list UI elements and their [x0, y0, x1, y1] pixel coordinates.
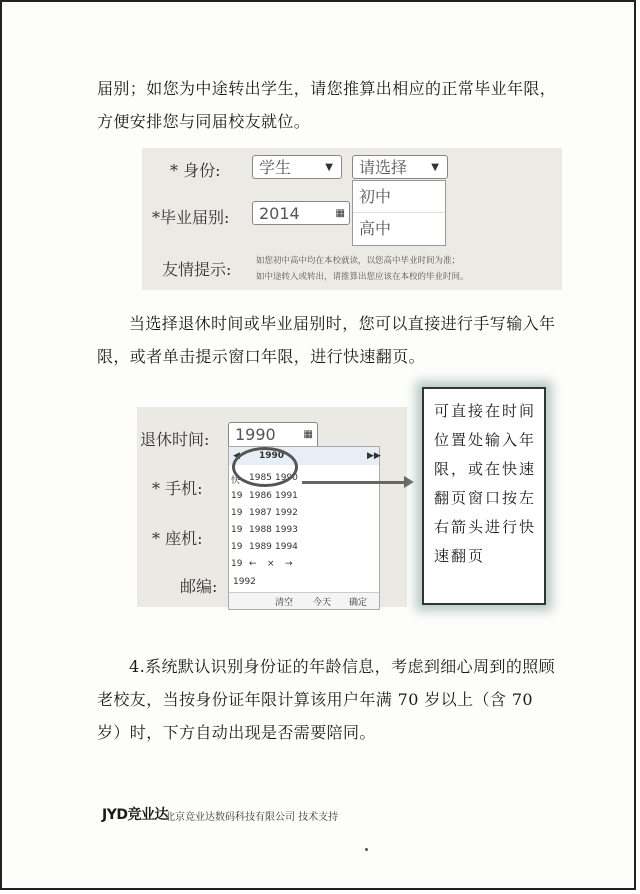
clipped-text: 19 [231, 508, 243, 518]
typed-year: 1992 [233, 577, 256, 587]
graduation-year-input[interactable] [252, 201, 350, 225]
year-cell[interactable]: 1994 [275, 542, 298, 552]
tip-label: 友情提示: [162, 260, 232, 279]
year-cell[interactable]: 1985 [249, 473, 272, 483]
highlight-circle [232, 447, 298, 487]
header-year: 1990 [259, 451, 285, 461]
year-cell[interactable]: 1988 [249, 525, 272, 535]
clipped-text: 快 [231, 476, 241, 486]
prev-page-button[interactable]: ← [249, 559, 257, 569]
option-junior-high[interactable]: 初中 [359, 187, 392, 206]
postcode-label: 邮编: [180, 577, 218, 596]
year-cell[interactable]: 1991 [275, 491, 298, 501]
paragraph-graduation-note: 届别；如您为中途转出学生，请您推算出相应的正常毕业年限，方便安排您与同届校友就位。 [97, 79, 557, 131]
chevron-down-icon: ▼ [431, 162, 439, 173]
landline-label: * 座机: [152, 529, 203, 548]
option-senior-high[interactable]: 高中 [353, 212, 445, 244]
clear-button[interactable]: 清空 [275, 598, 294, 608]
identity-select[interactable] [252, 155, 342, 179]
clipped-text: 19 [231, 525, 243, 535]
graduation-year-label: *毕业届别: [152, 208, 230, 227]
clipped-text: 19 [231, 542, 243, 552]
today-button[interactable]: 今天 [313, 598, 332, 608]
calendar-icon: ▦ [335, 208, 345, 219]
level-select[interactable] [352, 155, 448, 179]
next-page-button[interactable]: → [285, 559, 293, 569]
pointer-arrow-line [302, 481, 406, 484]
phone-label: * 手机: [152, 479, 203, 498]
identity-value: 学生 [259, 158, 292, 177]
prev-nav-icon[interactable]: ◀ [233, 451, 240, 461]
retire-year-input[interactable] [228, 422, 318, 448]
next-nav-icon[interactable]: ▶▶ [367, 451, 381, 461]
retire-label: 退休时间: [140, 430, 210, 449]
clipped-text: 19 [231, 559, 243, 569]
graduation-year-value: 2014 [259, 204, 300, 223]
year-cell[interactable]: 1993 [275, 525, 298, 535]
retire-year-value: 1990 [235, 425, 276, 444]
year-cell[interactable]: 1990 [275, 473, 298, 483]
identity-label: * 身份: [170, 161, 221, 180]
page-dot [365, 848, 368, 851]
arrow-right-icon [404, 476, 414, 488]
close-button[interactable]: × [267, 559, 275, 569]
footer-credit: 北京竞业达数码科技有限公司 技术支持 [165, 812, 339, 823]
year-cell[interactable]: 1989 [249, 542, 272, 552]
year-picker-footer [229, 592, 379, 609]
callout-text: 可直接在时间位置处输入年限，或在快速翻页窗口按左右箭头进行快速翻页 [434, 402, 537, 565]
year-cell[interactable]: 1992 [275, 508, 298, 518]
calendar-icon: ▦ [303, 429, 313, 440]
year-cell[interactable]: 1987 [249, 508, 272, 518]
year-cell[interactable]: 1986 [249, 491, 272, 501]
level-placeholder: 请选择 [359, 158, 408, 177]
level-dropdown [352, 180, 446, 246]
confirm-button[interactable]: 确定 [349, 598, 368, 608]
paragraph-quick-flip: 当选择退休时间或毕业届别时，您可以直接进行手写输入年限，或者单击提示窗口年限，进行快速翻页。 [97, 314, 556, 366]
clipped-text: 19 [231, 491, 243, 501]
chevron-down-icon: ▼ [325, 162, 333, 173]
callout-box [422, 387, 546, 605]
paragraph-age-check: 4.系统默认识别身份证的年龄信息，考虑到细心周到的照顾老校友，当按身份证年限计算该用户年满 70 岁以上（含 70 岁）时，下方自动出现是否需要陪同。 [97, 657, 556, 742]
tip-line-2: 如中途转入或转出，请推算出您应该在本校的毕业时间。 [256, 272, 469, 282]
company-logo: JYD竞业达 [102, 807, 168, 823]
tip-line-1: 如您初中高中均在本校就读，以您高中毕业时间为准； [256, 256, 461, 266]
